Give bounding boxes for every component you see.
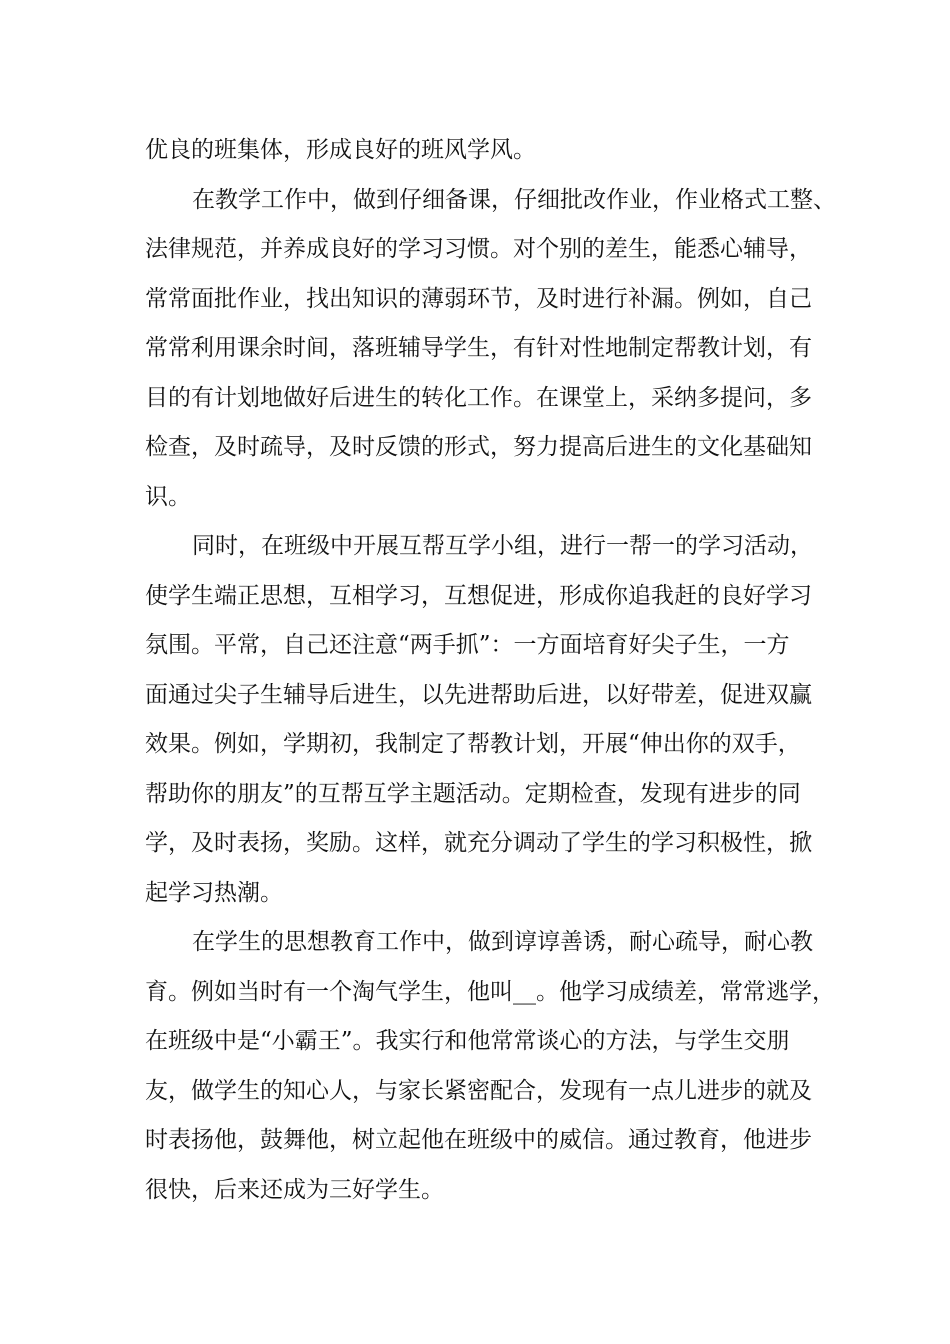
text-line: 常常面批作业，找出知识的薄弱环节，及时进行补漏。例如，自己 (145, 285, 812, 312)
text-line: 在班级中是“小霸王”。我实行和他常常谈心的方法，与学生交朋 (145, 1028, 790, 1054)
document-body (145, 126, 836, 1215)
text-line: 同时，在班级中开展互帮互学小组，进行一帮一的学习活动， (192, 533, 813, 559)
text-line: 在学生的思想教育工作中，做到谆谆善诱，耐心疏导，耐心教 (192, 929, 813, 955)
text-line: 常常利用课余时间，落班辅导学生，有针对性地制定帮教计划，有 (145, 335, 812, 361)
text-line: 效果。例如，学期初，我制定了帮教计划，开展“伸出你的双手， (145, 731, 801, 757)
text-line: 时表扬他，鼓舞他，树立起他在班级中的威信。通过教育，他进步 (145, 1127, 812, 1153)
text-line: 法律规范，并养成良好的学习习惯。对个别的差生，能悉心辅导， (145, 236, 812, 262)
text-line: 优良的班集体，形成良好的班风学风。 (145, 137, 536, 163)
text-line: 学，及时表扬，奖励。这样，就充分调动了学生的学习积极性，掀 (145, 830, 812, 856)
text-line: 友，做学生的知心人，与家长紧密配合，发现有一点儿进步的就及 (145, 1077, 812, 1104)
text-line: 使学生端正思想，互相学习，互想促进，形成你追我赶的良好学习 (145, 582, 812, 609)
text-line: 在教学工作中，做到仔细备课，仔细批改作业，作业格式工整、 (192, 186, 836, 213)
text-line: 面通过尖子生辅导后进生，以先进帮助后进，以好带差，促进双赢 (145, 681, 812, 708)
text-line: 目的有计划地做好后进生的转化工作。在课堂上，采纳多提问，多 (145, 384, 812, 411)
text-line: 氛围。平常，自己还注意“两手抓”：一方面培育好尖子生，一方 (145, 632, 790, 658)
text-line: 育。例如当时有一个淘气学生，他叫__。他学习成绩差，常常逃学， (145, 978, 835, 1005)
text-line: 很快，后来还成为三好学生。 (145, 1176, 444, 1203)
text-line: 检查，及时疏导，及时反馈的形式，努力提高后进生的文化基础知 (145, 434, 812, 460)
text-line: 起学习热潮。 (145, 879, 283, 906)
text-line: 帮助你的朋友”的互帮互学主题活动。定期检查，发现有进步的同 (145, 780, 801, 807)
text-line: 识。 (145, 483, 191, 510)
